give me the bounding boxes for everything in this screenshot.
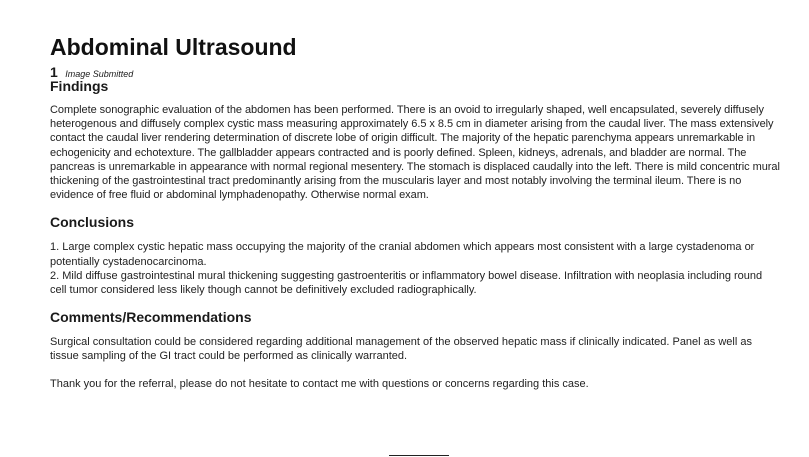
conclusion-item: 1. Large complex cystic hepatic mass occupying the majority of the cranial abdomen which appears most consistent with a large cystadenoma or potentially cystadenocarcinoma. — [50, 241, 755, 268]
thanks-text: Thank you for the referral, please do not hesitate to contact me with questions or concerns regarding this case. — [50, 377, 589, 390]
conclusions-heading: Conclusions — [50, 214, 135, 231]
comments-text: Surgical consultation could be considered regarding additional management of the observed hepatic mass if clinically indicated. Panel as well as tissue sampling of the GI tract could be performed as clinically warranted. — [50, 336, 752, 363]
findings-heading: Findings — [50, 78, 109, 94]
report-page — [50, 34, 780, 391]
image-count-label: Image Submitted — [65, 69, 134, 79]
image-count-line — [50, 66, 780, 78]
image-count-number: 1 — [50, 64, 58, 80]
conclusion-item: 2. Mild diffuse gastrointestinal mural thickening suggesting gastroenteritis or inflammatory bowel disease. Infiltration with neoplasia including round cell tumor considered less likely though cannot be definitively excluded radiographically. — [50, 269, 763, 297]
conclusions-list — [50, 240, 780, 297]
findings-text: Complete sonographic evaluation of the abdomen has been performed. There is an ovoid to irregularly shaped, well encapsulated, severely diffusely heterogenous and diffusely complex cystic mass measuring approximately 6.5 x 8.5 cm in diameter arising from the caudal liver. The mass extensively contact the caudal liver rendering determination of discrete lobe of origin difficult. The majority of the hepatic parenchyma appears unremarkable in echogenicity and echotexture. The gallbladder appears contracted and is poorly defined. Spleen, kidneys, adrenals, and bladder are normal. The pancreas is unremarkable in appearance with normal regional mesentery. The stomach is displaced caudally into the left. There is mild concentric mural thickening of the gastrointestinal tract predominantly arising from the muscularis layer and most notably involving the terminal ileum. There is no evidence of free fluid or abdominal lymphadenopathy. Otherwise normal exam. — [50, 104, 780, 202]
signature-divider — [389, 455, 449, 456]
report-title: Abdominal Ultrasound — [50, 34, 297, 60]
comments-heading: Comments/Recommendations — [50, 309, 252, 326]
